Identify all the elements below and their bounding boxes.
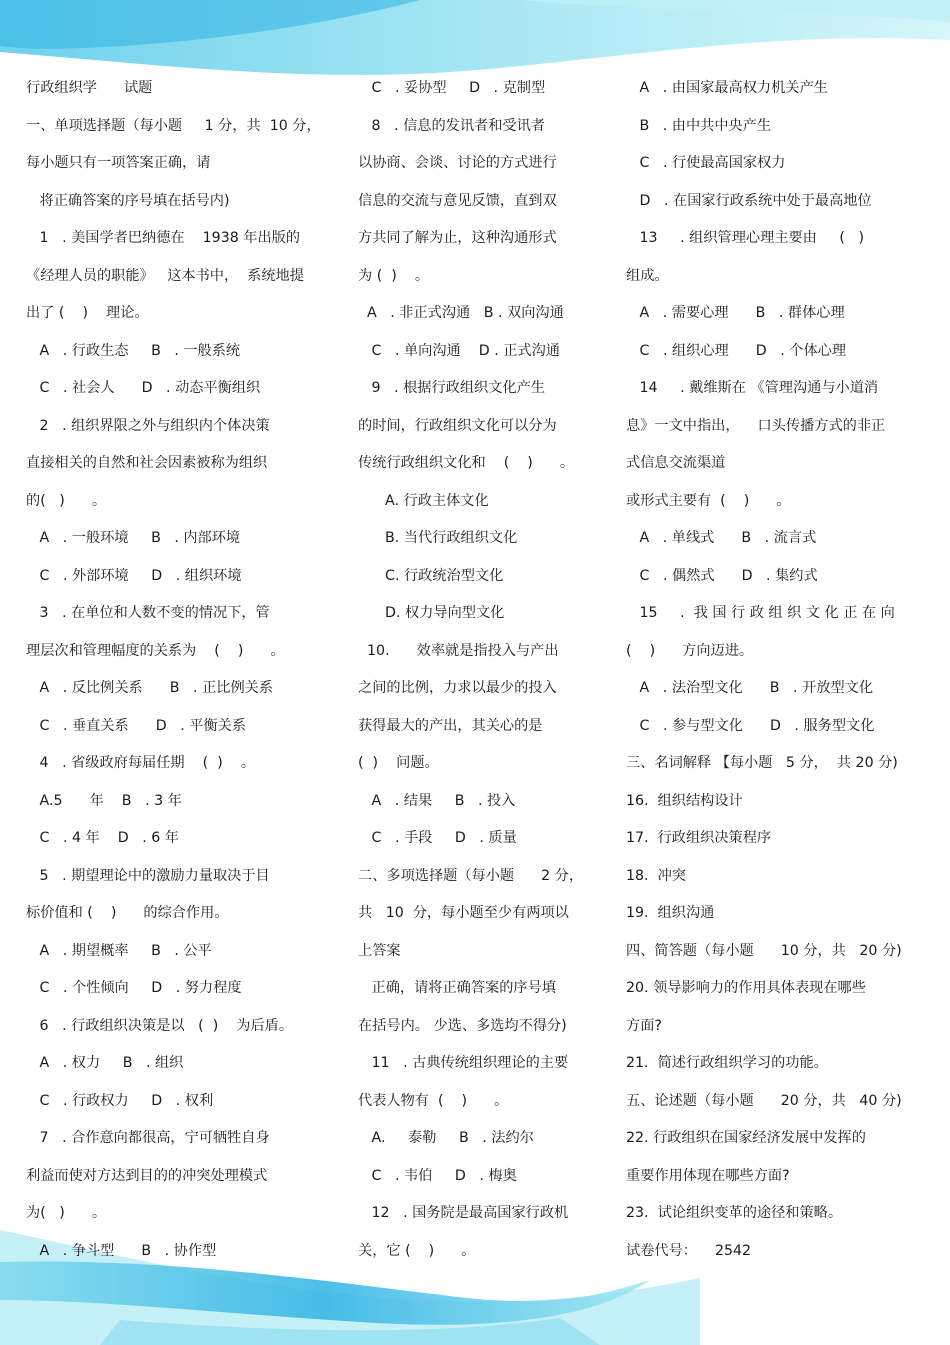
text-line: 为 ( ) 。 bbox=[358, 267, 430, 284]
text-line: C . 单向沟通 D . 正式沟通 bbox=[358, 342, 560, 359]
column-left bbox=[26, 70, 348, 1270]
text-line: 方面? bbox=[626, 1017, 662, 1034]
text-line: 行政组织学 试题 bbox=[26, 80, 153, 96]
text-line: 之间的比例，力求以最少的投入 bbox=[358, 680, 557, 696]
column-right bbox=[626, 70, 926, 1270]
text-line: 17. 行政组织决策程序 bbox=[626, 830, 772, 846]
text-line: 三、名词解释 【每小题 5 分， 共 20 分) bbox=[626, 755, 898, 771]
text-line: C . 韦伯 D . 梅奥 bbox=[358, 1167, 517, 1184]
text-line: 3 . 在单位和人数不变的情况下，管 bbox=[26, 605, 270, 621]
text-line: D. 权力导向型文化 bbox=[358, 605, 505, 621]
text-line: A.5 年 B . 3 年 bbox=[26, 792, 182, 809]
text-line: A . 一般环境 B . 内部环境 bbox=[26, 530, 241, 546]
text-line: C . 手段 D . 质量 bbox=[358, 830, 517, 846]
text-line: 的( ) 。 bbox=[26, 492, 107, 509]
text-line: D . 在国家行政系统中处于最高地位 bbox=[626, 192, 872, 209]
text-line: 重要作用体现在哪些方面? bbox=[626, 1167, 790, 1184]
text-line: 息》一文中指出， 口头传播方式的非正 bbox=[626, 417, 886, 434]
text-line: 9 . 根据行政组织文化产生 bbox=[358, 380, 545, 396]
text-line: 理层次和管理幅度的关系为 ( ) 。 bbox=[26, 642, 285, 659]
text-line: 出了 ( ) 理论。 bbox=[26, 305, 149, 321]
text-line: C . 社会人 D . 动态平衡组织 bbox=[26, 380, 261, 396]
text-line: 12 . 国务院是最高国家行政机 bbox=[358, 1205, 569, 1221]
column-middle bbox=[358, 70, 620, 1270]
text-line: C . 偶然式 D . 集约式 bbox=[626, 567, 818, 584]
text-line: C . 参与型文化 D . 服务型文化 bbox=[626, 717, 875, 734]
text-line: 8 . 信息的发讯者和受讯者 bbox=[358, 117, 545, 134]
text-line: A . 争斗型 B . 协作型 bbox=[26, 1242, 217, 1259]
text-line: 2 . 组织界限之外与组织内个体决策 bbox=[26, 417, 270, 434]
text-line: 正确，请将正确答案的序号填 bbox=[358, 980, 556, 996]
text-line: 以协商、会谈、讨论的方式进行 bbox=[358, 155, 557, 171]
text-line: 7 . 合作意向都很高，宁可牺牲自身 bbox=[26, 1130, 270, 1146]
text-line: 13 . 组织管理心理主要由 ( ) bbox=[626, 230, 864, 246]
text-line: 或形式主要有 ( ) 。 bbox=[626, 492, 791, 509]
text-line: C . 组织心理 D . 个体心理 bbox=[626, 342, 847, 359]
text-line: A . 由国家最高权力机关产生 bbox=[626, 80, 828, 96]
text-line: 关，它 ( ) 。 bbox=[358, 1242, 476, 1259]
text-line: 在括号内。 少选、多选均不得分) bbox=[358, 1017, 567, 1034]
text-line: 10. 效率就是指投入与产出 bbox=[358, 642, 559, 659]
text-line: 23. 试论组织变革的途径和策略。 bbox=[626, 1205, 843, 1221]
text-line: A . 反比例关系 B . 正比例关系 bbox=[26, 680, 274, 696]
text-line: 二、多项选择题（每小题 2 分， bbox=[358, 867, 584, 884]
text-line: 19. 组织沟通 bbox=[626, 905, 715, 921]
text-line: A . 权力 B . 组织 bbox=[26, 1055, 184, 1071]
text-line: B . 由中共中央产生 bbox=[626, 117, 772, 134]
text-line: 《经理人员的职能》 这本书中， 系统地提 bbox=[26, 267, 304, 284]
text-line: 四、简答题（每小题 10 分，共 20 分) bbox=[626, 942, 902, 959]
top-wave bbox=[0, 0, 950, 75]
text-line: C . 4 年 D . 6 年 bbox=[26, 830, 179, 846]
text-line: 的时间，行政组织文化可以分为 bbox=[358, 417, 557, 434]
text-line: 将正确答案的序号填在括号内) bbox=[26, 192, 230, 209]
text-line: 21. 简述行政组织学习的功能。 bbox=[626, 1055, 828, 1071]
text-line: 直接相关的自然和社会因素被称为组织 bbox=[26, 455, 268, 471]
text-line: 组成。 bbox=[626, 267, 669, 284]
text-line: 五、论述题（每小题 20 分，共 40 分) bbox=[626, 1092, 902, 1109]
text-line: 4 . 省级政府每届任期 ( ) 。 bbox=[26, 755, 255, 771]
text-line: ( ) 方向迈进。 bbox=[626, 642, 754, 659]
text-line: 标价值和 ( ) 的综合作用。 bbox=[26, 905, 229, 921]
text-line: 14 . 戴维斯在 《管理沟通与小道消 bbox=[626, 380, 879, 396]
text-line: 方共同了解为止，这种沟通形式 bbox=[358, 230, 557, 246]
text-line: ( ) 问题。 bbox=[358, 755, 439, 771]
text-line: 16. 组织结构设计 bbox=[626, 792, 743, 809]
text-line: C . 妥协型 D . 克制型 bbox=[358, 80, 546, 96]
text-line: B. 当代行政组织文化 bbox=[358, 530, 518, 546]
text-line: 11 . 古典传统组织理论的主要 bbox=[358, 1055, 569, 1071]
text-line: C. 行政统治型文化 bbox=[358, 567, 504, 584]
text-line: 代表人物有 ( ) 。 bbox=[358, 1092, 509, 1109]
text-line: C . 行使最高国家权力 bbox=[626, 155, 786, 171]
text-line: A . 单线式 B . 流言式 bbox=[626, 530, 817, 546]
text-line: 上答案 bbox=[358, 942, 401, 959]
text-line: 共 10 分，每小题至少有两项以 bbox=[358, 905, 569, 921]
text-line: C . 垂直关系 D . 平衡关系 bbox=[26, 717, 247, 734]
text-line: 利益而使对方达到目的的冲突处理模式 bbox=[26, 1167, 268, 1184]
text-line: C . 个性倾向 D . 努力程度 bbox=[26, 980, 242, 996]
text-line: C . 行政权力 D . 权利 bbox=[26, 1092, 214, 1109]
text-line: A . 期望概率 B . 公平 bbox=[26, 942, 212, 959]
text-line: A. 行政主体文化 bbox=[358, 492, 489, 509]
text-line: 6 . 行政组织决策是以 ( ) 为后盾。 bbox=[26, 1017, 294, 1034]
text-line: 试卷代号： 2542 bbox=[626, 1242, 752, 1259]
text-line: 为( ) 。 bbox=[26, 1205, 107, 1221]
text-line: A . 行政生态 B . 一般系统 bbox=[26, 342, 241, 359]
text-line: 获得最大的产出，其关心的是 bbox=[358, 717, 543, 734]
text-line: 22. 行政组织在国家经济发展中发挥的 bbox=[626, 1130, 866, 1146]
text-line: 18. 冲突 bbox=[626, 867, 686, 884]
text-line: 传统行政组织文化和 ( ) 。 bbox=[358, 455, 575, 471]
text-line: A. 泰勒 B . 法约尔 bbox=[358, 1130, 534, 1146]
text-line: 一、单项选择题（每小题 1 分，共 10 分， bbox=[26, 117, 321, 134]
text-line: C . 外部环境 D . 组织环境 bbox=[26, 567, 242, 584]
text-line: 15 . 我 国 行 政 组 织 文 化 正 在 向 bbox=[626, 605, 895, 621]
text-line: 信息的交流与意见反馈，直到双 bbox=[358, 192, 557, 209]
text-line: A . 需要心理 B . 群体心理 bbox=[626, 305, 845, 321]
text-line: 式信息交流渠道 bbox=[626, 455, 726, 471]
text-line: 1 . 美国学者巴纳德在 1938 年出版的 bbox=[26, 230, 301, 246]
text-line: A . 法治型文化 B . 开放型文化 bbox=[626, 680, 874, 696]
text-line: A . 非正式沟通 B . 双向沟通 bbox=[358, 305, 564, 321]
text-line: 每小题只有一项答案正确，请 bbox=[26, 155, 211, 171]
text-line: A . 结果 B . 投入 bbox=[358, 792, 516, 809]
text-line: 20. 领导影响力的作用具体表现在哪些 bbox=[626, 980, 866, 996]
text-line: 5 . 期望理论中的激励力量取决于目 bbox=[26, 867, 270, 884]
